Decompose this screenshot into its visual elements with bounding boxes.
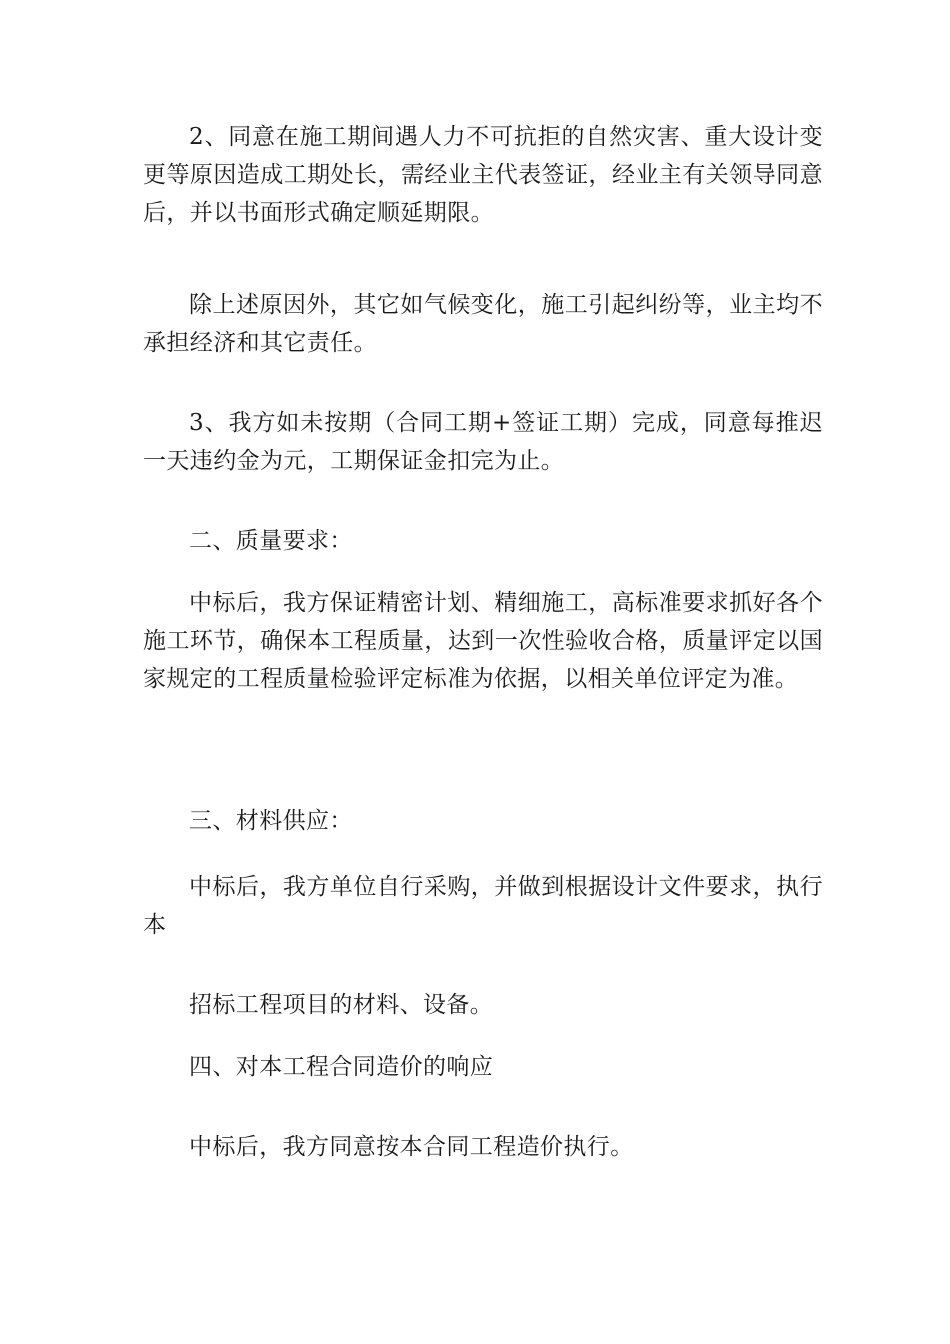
section-heading-quality: 二、质量要求： — [189, 528, 353, 554]
paragraph-materials: 中标后，我方单位自行采购，并做到根据设计文件要求，执行本 — [143, 874, 823, 938]
paragraph-schedule-extension: 2、同意在施工期间遇人力不可抗拒的自然灾害、重大设计变更等原因造成工期处长，需经业主代表签证，经业主有关领导同意后，并以书面形式确定顺延期限。 — [143, 124, 823, 226]
paragraph-materials-continued: 招标工程项目的材料、设备。 — [189, 992, 494, 1018]
paragraph-penalty: 3、我方如未按期（合同工期+签证工期）完成，同意每推迟一天违约金为元，工期保证金扣完为止。 — [143, 410, 823, 474]
paragraph-quality: 中标后，我方保证精密计划、精细施工，高标准要求抓好各个施工环节，确保本工程质量，达到一次性验收合格，质量评定以国家规定的工程质量检验评定标准为依据，以相关单位评定为准。 — [143, 590, 823, 692]
section-heading-materials: 三、材料供应： — [189, 808, 353, 834]
section-heading-contract-price: 四、对本工程合同造价的响应 — [189, 1054, 494, 1080]
paragraph-owner-liability: 除上述原因外，其它如气候变化，施工引起纠纷等，业主均不承担经济和其它责任。 — [143, 292, 823, 356]
paragraph-contract-price: 中标后，我方同意按本合同工程造价执行。 — [189, 1134, 634, 1160]
